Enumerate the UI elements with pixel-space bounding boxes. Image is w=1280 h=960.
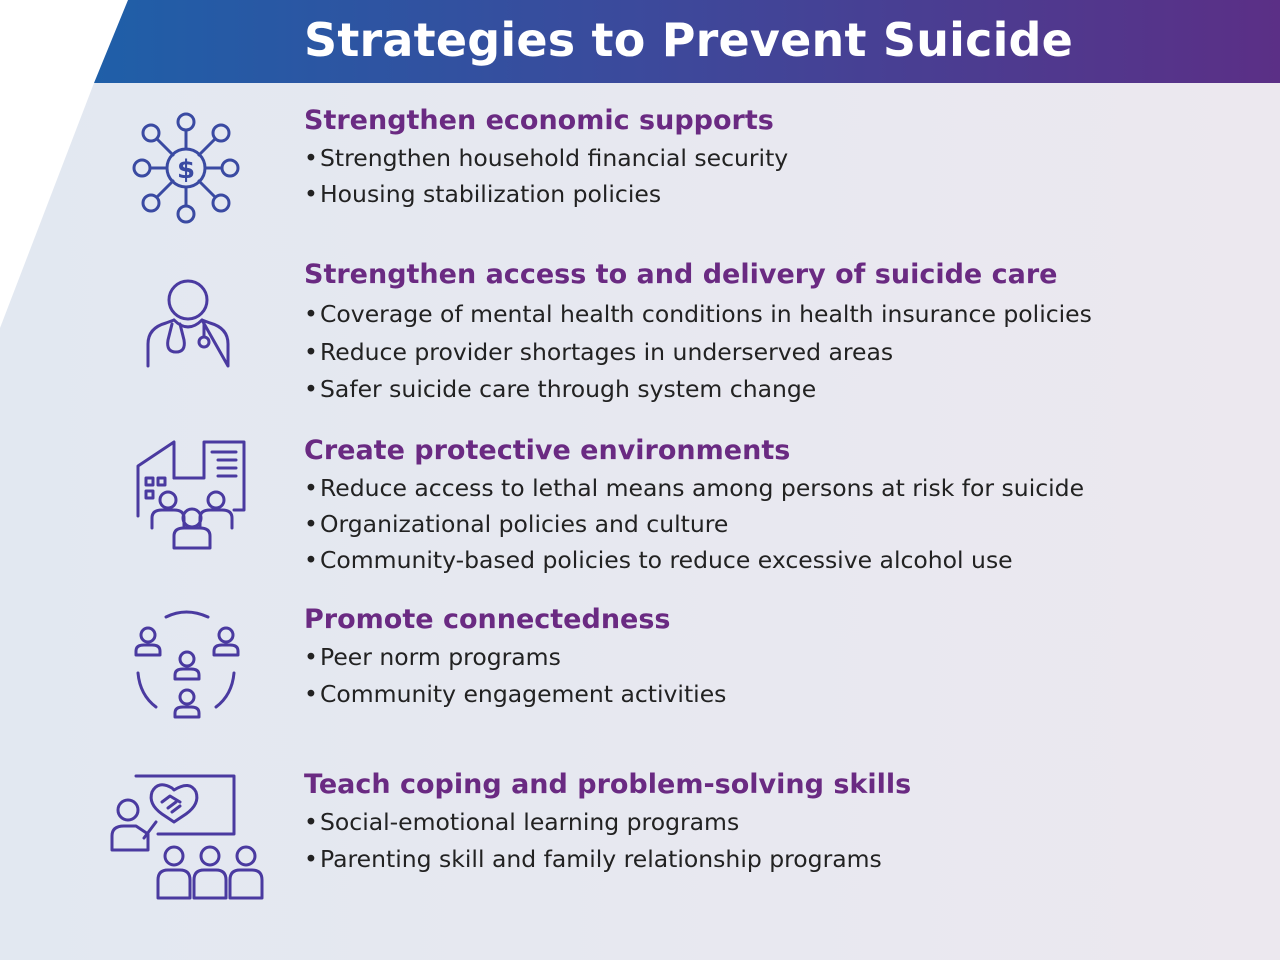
bullet-dot: • — [304, 680, 318, 708]
list-item-text: Organizational policies and culture — [320, 510, 729, 538]
list-item — [304, 841, 882, 878]
list-item-text: Safer suicide care through system change — [320, 375, 817, 403]
list-item-text: Strengthen household financial security — [320, 144, 789, 172]
list-item-text: Parenting skill and family relationship programs — [320, 845, 882, 873]
bullet-dot: • — [304, 180, 318, 208]
section-heading: Strengthen economic supports — [304, 105, 774, 136]
bullet-dot: • — [304, 808, 318, 836]
list-item — [304, 542, 1084, 578]
bullet-dot: • — [304, 144, 318, 172]
list-item — [304, 804, 882, 841]
list-item-text: Reduce provider shortages in underserved areas — [320, 337, 894, 366]
svg-text:$: $ — [176, 155, 196, 185]
strategy-list — [304, 140, 788, 212]
bullet-dot: • — [304, 337, 318, 366]
strategy-list — [304, 639, 726, 713]
list-item — [304, 639, 726, 676]
financial-network-icon — [128, 112, 244, 226]
list-item — [304, 506, 1084, 542]
section-heading: Promote connectedness — [304, 604, 671, 635]
section-heading: Create protective environments — [304, 435, 791, 466]
list-item-text: Community-based policies to reduce excessive alcohol use — [320, 546, 1013, 574]
list-item — [304, 334, 1092, 372]
strategy-list — [304, 296, 1092, 409]
bullet-dot: • — [304, 300, 318, 328]
classroom-teaching-icon — [108, 772, 272, 902]
bullet-dot: • — [304, 510, 318, 538]
list-item — [304, 676, 726, 713]
bullet-dot: • — [304, 546, 318, 574]
connected-people-icon — [130, 607, 242, 721]
list-item-text: Coverage of mental health conditions in health insurance policies — [320, 300, 1092, 328]
list-item-text: Peer norm programs — [320, 643, 561, 671]
list-item-text: Housing stabilization policies — [320, 180, 662, 208]
strategy-list — [304, 470, 1084, 578]
list-item-text: Community engagement activities — [320, 680, 727, 708]
doctor-stethoscope-icon — [144, 278, 232, 370]
bullet-dot: • — [304, 845, 318, 873]
section-heading: Strengthen access to and delivery of suicide care — [304, 259, 1058, 290]
list-item — [304, 470, 1084, 506]
bullet-dot: • — [304, 643, 318, 671]
strategy-list — [304, 804, 882, 878]
list-item — [304, 296, 1092, 334]
list-item-text: Reduce access to lethal means among persons at risk for suicide — [320, 474, 1085, 502]
list-item — [304, 371, 1092, 409]
section-heading: Teach coping and problem-solving skills — [304, 769, 912, 800]
page-title: Strategies to Prevent Suicide — [304, 13, 1074, 67]
bullet-dot: • — [304, 474, 318, 502]
community-buildings-icon — [136, 438, 248, 550]
list-item — [304, 140, 788, 176]
list-item — [304, 176, 788, 212]
list-item-text: Social-emotional learning programs — [320, 808, 740, 836]
bullet-dot: • — [304, 375, 318, 403]
